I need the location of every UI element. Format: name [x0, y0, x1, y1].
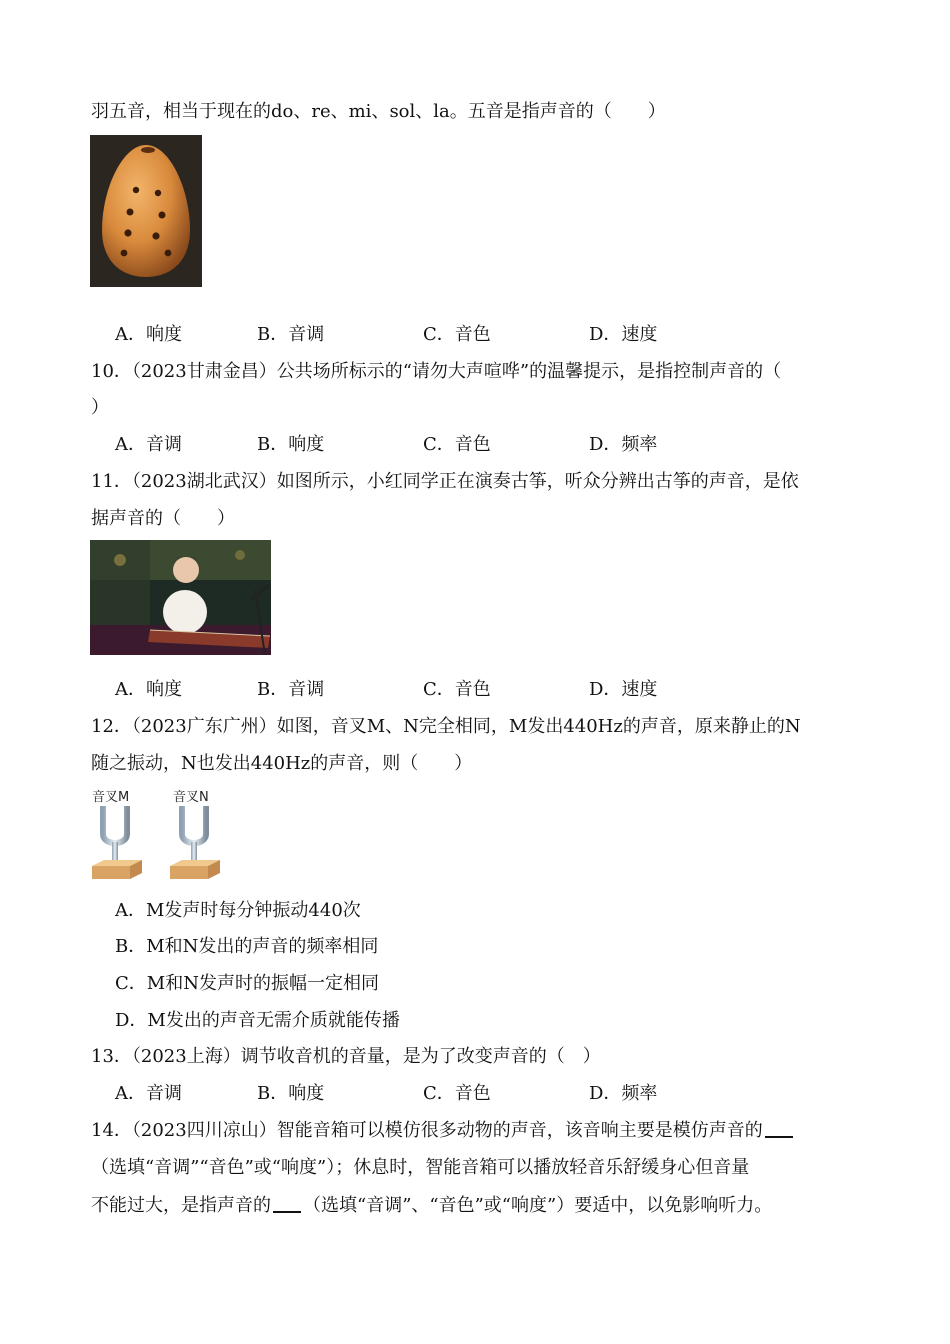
q11-stem-line1: 11．（2023湖北武汉）如图所示，小红同学正在演奏古筝，听众分辨出古筝的声音，是依 — [91, 471, 799, 492]
q14-answer-blank-1 — [765, 1118, 793, 1138]
q14-line3-text-a: 不能过大，是指声音的 — [91, 1195, 271, 1216]
q9-option-d: D．速度 — [589, 324, 658, 345]
q13-option-c: C．音色 — [423, 1083, 491, 1104]
q12-option-d: D．M发出的声音无需介质就能传播 — [115, 1010, 400, 1031]
q10-option-b: B．响度 — [257, 434, 325, 455]
q12-option-c: C．M和N发声时的振幅一定相同 — [115, 973, 379, 994]
q13-stem-line1: 13．（2023上海）调节收音机的音量，是为了改变声音的（ ） — [91, 1046, 601, 1067]
q9-option-a: A．响度 — [115, 324, 182, 345]
q12-option-a: A．M发声时每分钟振动440次 — [115, 900, 361, 921]
guzheng-player-photo — [90, 540, 271, 655]
q10-option-a: A．音调 — [115, 434, 182, 455]
fork-n-label: 音叉N — [173, 790, 209, 805]
q11-option-c: C．音色 — [423, 679, 491, 700]
q12-option-b: B．M和N发出的声音的频率相同 — [115, 936, 379, 957]
q13-option-d: D．频率 — [589, 1083, 658, 1104]
q11-option-b: B．音调 — [257, 679, 325, 700]
q12-stem-line1: 12．（2023广东广州）如图，音叉M、N完全相同，M发出440Hz的声音，原来静止的N — [91, 716, 801, 737]
q10-option-c: C．音色 — [423, 434, 491, 455]
q14-stem-line3 — [91, 1193, 772, 1218]
q10-stem-line2: ） — [91, 397, 109, 418]
tuning-forks-figure — [90, 786, 225, 881]
q13-option-a: A．音调 — [115, 1083, 182, 1104]
q9-option-c: C．音色 — [423, 324, 491, 345]
q14-stem-line2: （选填“音调”“音色”或“响度”）；休息时，智能音箱可以播放轻音乐舒缓身心但音量 — [91, 1157, 750, 1178]
q14-answer-blank-2 — [273, 1193, 301, 1213]
q10-option-d: D．频率 — [589, 434, 658, 455]
xun-ocarina-photo — [90, 135, 202, 287]
q13-option-b: B．响度 — [257, 1083, 325, 1104]
q11-option-d: D．速度 — [589, 679, 658, 700]
tuning-forks-drawing — [90, 786, 225, 881]
q9-stem-tail: 羽五音，相当于现在的do、re、mi、sol、la。五音是指声音的（ ） — [91, 101, 666, 122]
q14-line3-text-b: （选填“音调”、“音色”或“响度”）要适中，以免影响听力。 — [303, 1195, 773, 1216]
q14-line1-text: 14．（2023四川凉山）智能音箱可以模仿很多动物的声音，该音响主要是模仿声音的 — [91, 1120, 763, 1141]
q14-stem-line1 — [91, 1118, 795, 1143]
fork-m-label: 音叉M — [92, 790, 130, 805]
q10-stem-line1: 10．（2023甘肃金昌）公共场所标示的“请勿大声喧哗”的温馨提示，是指控制声音的（ — [91, 361, 782, 382]
q11-stem-line2: 据声音的（ ） — [91, 508, 235, 529]
q12-stem-line2: 随之振动，N也发出440Hz的声音，则（ ） — [91, 753, 473, 774]
q9-option-b: B．音调 — [257, 324, 325, 345]
q11-option-a: A．响度 — [115, 679, 182, 700]
